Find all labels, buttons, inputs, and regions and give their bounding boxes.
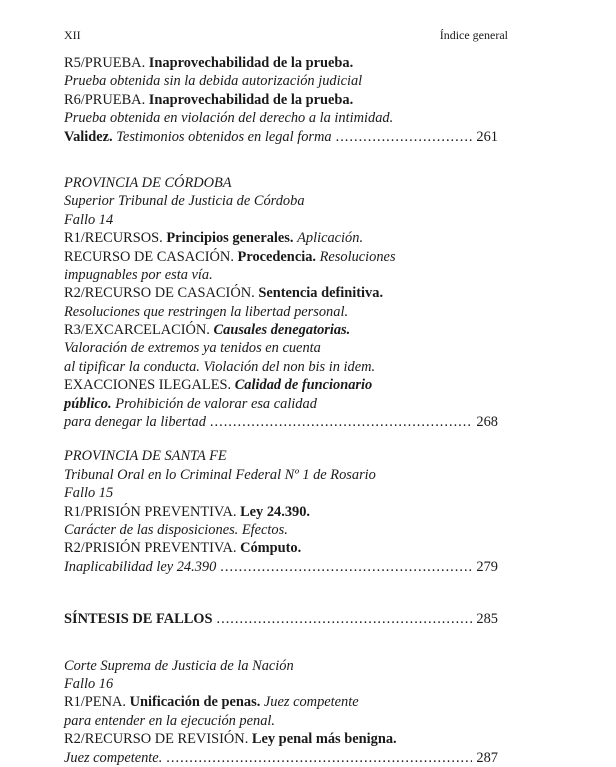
index-entry-with-page [64,413,498,431]
index-entry [64,321,498,339]
entry-description: impugnables por esta vía. [64,266,213,283]
entry-code: R3/EXCARCELACIÓN. [64,322,210,339]
index-entry [64,503,498,521]
index-entry [64,229,498,247]
entry-title: Inaprovechabilidad de la prueba. [148,91,354,108]
entry-title: Principios generales. [166,230,294,247]
entry-description: Testimonios obtenidos en legal forma [116,128,332,145]
index-entry-with-page [64,558,498,576]
index-entry [64,395,498,413]
entry-title: Inaprovechabilidad de la prueba. [148,55,354,71]
index-entry [64,539,498,557]
entry-description: Valoración de extremos ya tenidos en cuenta [64,340,321,357]
entry-title: Ley 24.390. [240,503,311,520]
dot-leader [217,610,473,628]
entry-title: Unificación de penas. [129,694,261,711]
entry-code: R1/PENA. [64,694,126,711]
index-entry-with-page [64,749,498,767]
index-entry [64,248,498,266]
page-reference: 261 [476,128,498,145]
page-reference: 287 [476,749,498,766]
fallo-number: Fallo 15 [64,485,114,502]
dot-leader [210,413,473,431]
page-reference: 285 [476,611,498,628]
entry-title: Sentencia definitiva. [258,285,384,302]
index-entry [64,284,498,302]
entry-code: R1/RECURSOS. [64,230,163,247]
page-number: XII [64,28,81,42]
dot-leader [220,558,472,576]
index-entry [64,54,498,72]
index-entry [64,376,498,394]
province-heading: PROVINCIA DE SANTA FE [64,448,227,465]
running-title: Índice general [439,28,508,42]
entry-code: R2/RECURSO DE REVISIÓN. [64,731,249,748]
entry-description: Carácter de las disposiciones. Efectos. [64,521,288,538]
entry-description: Inaplicabilidad ley 24.390 [64,558,217,575]
entry-description: para denegar la libertad [64,414,206,431]
section-title: SÍNTESIS DE FALLOS [64,611,213,628]
entry-description: Juez competente. [64,749,163,766]
dot-leader [336,128,473,146]
entry-title: Procedencia. [237,248,316,265]
index-content [64,54,498,767]
entry-code: RECURSO DE CASACIÓN. [64,248,234,265]
fallo-number: Fallo 14 [64,211,114,228]
entry-title: Validez. [64,128,113,145]
province-heading: PROVINCIA DE CÓRDOBA [64,174,232,191]
entry-description: Resoluciones que restringen la libertad personal. [64,303,349,320]
index-entry [64,693,498,711]
entry-title: Ley penal más benigna. [251,731,397,748]
entry-description: Prohibición de valorar esa calidad [115,395,317,412]
entry-description: al tipificar la conducta. Violación del non bis in idem. [64,358,376,375]
entry-description: Juez competente [263,694,359,711]
entry-title: público. [64,395,112,412]
entry-description: Prueba obtenida en violación del derecho a la intimidad. [64,110,394,127]
court-name: Corte Suprema de Justicia de la Nación [64,657,294,674]
page-header [64,28,508,46]
entry-description: para entender en la ejecución penal. [64,712,275,729]
index-entry [64,730,498,748]
fallo-number: Fallo 16 [64,675,114,692]
entry-code: R5/PRUEBA. [64,55,146,71]
index-entry-with-page [64,128,498,146]
index-entry [64,91,498,109]
entry-title: Causales denegatorias. [213,322,351,339]
entry-code: R1/PRISIÓN PREVENTIVA. [64,503,237,520]
entry-description: Prueba obtenida sin la debida autorización judicial [64,73,363,90]
court-name: Tribunal Oral en lo Criminal Federal Nº 1 de Rosario [64,466,376,483]
entry-description: Resoluciones [319,248,396,265]
entry-code: R2/PRISIÓN PREVENTIVA. [64,540,237,557]
dot-leader [166,749,472,767]
entry-title: Cómputo. [240,540,302,557]
court-name: Superior Tribunal de Justicia de Córdoba [64,193,305,210]
section-heading [64,610,498,628]
entry-description: Aplicación. [297,230,364,247]
entry-title: Calidad de funcionario [234,377,373,394]
page-reference: 268 [476,414,498,431]
entry-code: EXACCIONES ILEGALES. [64,377,232,394]
entry-code: R2/RECURSO DE CASACIÓN. [64,285,255,302]
entry-code: R6/PRUEBA. [64,91,146,108]
page-reference: 279 [476,558,498,575]
